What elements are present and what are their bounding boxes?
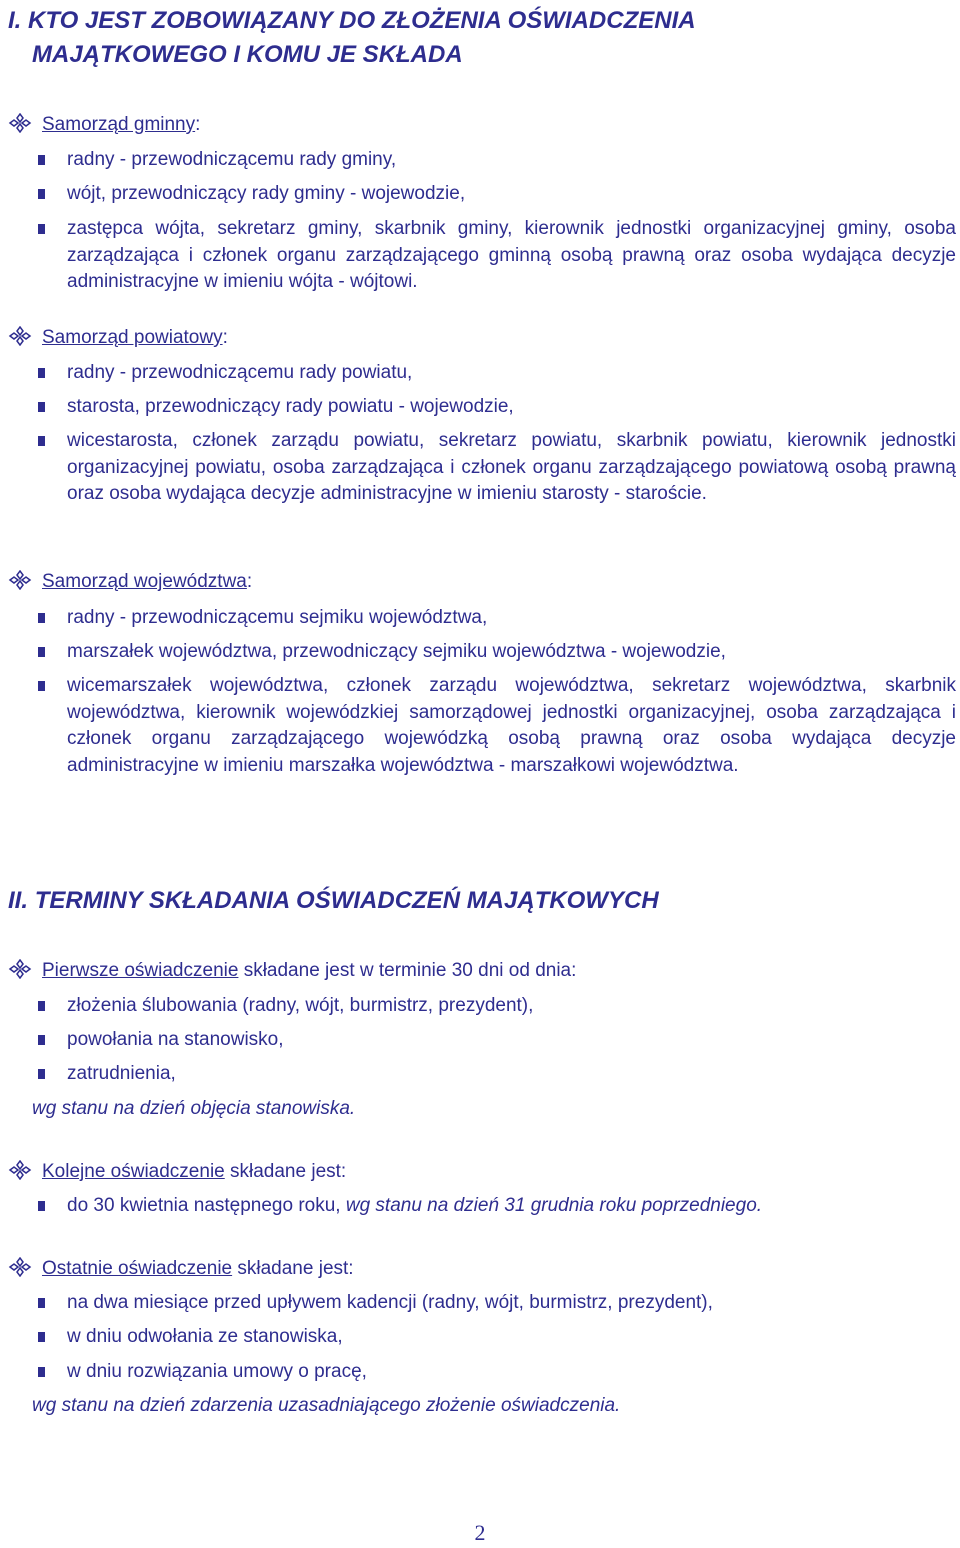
list-item-text: radny - przewodniczącemu sejmiku województwa, — [67, 607, 488, 628]
list-item-text: powołania na stanowisko, — [67, 1029, 284, 1050]
section-powiat-title: Samorząd powiatowy — [42, 327, 223, 348]
list-item — [38, 1027, 956, 1054]
list-item — [38, 147, 956, 174]
section-gmina-head — [8, 112, 200, 138]
list-item — [38, 605, 956, 632]
square-bullet-icon — [38, 368, 45, 378]
list-item — [38, 1061, 956, 1088]
list-item-text: wicemarszałek województwa, członek zarządu województwa, sekretarz województwa, skarbnik województwa, kierownik wojewódzkiej samorządowej jednostki organizacyjnej, osoba zarządzająca i członek organu zarządzającego wojewódzką osobą prawną oraz osoba wydająca decyzje administracyjne w imieniu marszałka województwa - marszałkowi województwa. — [67, 675, 956, 776]
pierwsze-note: wg stanu na dzień objęcia stanowiska. — [32, 1098, 356, 1119]
section-wojewodztwo-suffix: : — [246, 571, 253, 592]
kolejne-item-date: do 30 kwietnia następnego roku, — [67, 1195, 346, 1216]
square-bullet-icon — [38, 647, 45, 657]
list-item-text: starosta, przewodniczący rady powiatu - wojewodzie, — [67, 396, 514, 417]
section-kolejne-head — [8, 1159, 346, 1185]
list-item — [38, 1290, 956, 1317]
square-bullet-icon — [38, 1367, 45, 1377]
heading-1-line-2: MAJĄTKOWEGO I KOMU JE SKŁADA — [32, 41, 463, 68]
square-bullet-icon — [38, 155, 45, 165]
list-item — [38, 360, 956, 387]
square-bullet-icon — [38, 1201, 45, 1211]
heading-section-1 — [8, 4, 696, 72]
list-item-text: zatrudnienia, — [67, 1063, 176, 1084]
list-item-text: zastępca wójta, sekretarz gminy, skarbnik gminy, kierownik jednostki organizacyjnej gminy, osoba zarządzająca i członek organu zarządzającego gminną osobą prawną oraz osoba wydająca decyzje administracyjne w imieniu wójta - wójtowi. — [67, 218, 956, 292]
list-item — [38, 673, 956, 779]
list-item — [38, 428, 956, 508]
list-item-text: wójt, przewodniczący rady gminy - wojewodzie, — [67, 183, 466, 204]
square-bullet-icon — [38, 1332, 45, 1342]
square-bullet-icon — [38, 1298, 45, 1308]
list-item-text: wicestarosta, członek zarządu powiatu, sekretarz powiatu, skarbnik powiatu, kierownik jednostki organizacyjnej powiatu, osoba zarządzająca i członek organu zarządzającego powiatową osobą prawną oraz osoba wydająca decyzje administracyjne w imieniu starosty - staroście. — [67, 430, 956, 504]
section-kolejne-suffix: składane jest: — [224, 1161, 347, 1182]
list-item — [38, 993, 956, 1020]
page-number: 2 — [474, 1520, 486, 1545]
heading-2-text: TERMINY SKŁADANIA OŚWIADCZEŃ MAJĄTKOWYCH — [34, 887, 659, 914]
four-diamond-star-icon — [8, 326, 32, 346]
four-diamond-star-icon — [8, 570, 32, 590]
section-ostatnie-title: Ostatnie oświadczenie — [42, 1258, 233, 1279]
section-ostatnie-suffix: składane jest: — [232, 1258, 354, 1279]
kolejne-item-state: wg stanu na dzień 31 grudnia roku poprzedniego. — [345, 1195, 763, 1216]
section-powiat-suffix: : — [222, 327, 228, 348]
heading-1-number: I. — [8, 7, 22, 34]
four-diamond-star-icon — [8, 959, 32, 979]
section-pierwsze-title: Pierwsze oświadczenie — [42, 960, 239, 981]
square-bullet-icon — [38, 613, 45, 623]
section-pierwsze-suffix: składane jest w terminie 30 dni od dnia: — [238, 960, 577, 981]
list-item-text: radny - przewodniczącemu rady powiatu, — [67, 362, 413, 383]
four-diamond-star-icon — [8, 113, 32, 133]
ostatnie-note: wg stanu na dzień zdarzenia uzasadniającego złożenie oświadczenia. — [32, 1395, 621, 1416]
list-item-text: na dwa miesiące przed upływem kadencji (radny, wójt, burmistrz, prezydent), — [67, 1292, 713, 1313]
section-ostatnie-head — [8, 1256, 354, 1282]
list-item-text: w dniu odwołania ze stanowiska, — [67, 1326, 343, 1347]
list-item — [38, 394, 956, 421]
square-bullet-icon — [38, 681, 45, 691]
list-item — [38, 1193, 956, 1220]
section-powiat-head — [8, 325, 228, 351]
square-bullet-icon — [38, 1035, 45, 1045]
four-diamond-star-icon — [8, 1160, 32, 1180]
heading-2-number: II. — [8, 887, 29, 914]
list-item-text: radny - przewodniczącemu rady gminy, — [67, 149, 397, 170]
heading-1-line-1: KTO JEST ZOBOWIĄZANY DO ZŁOŻENIA OŚWIADCZENIA — [28, 7, 696, 34]
list-item — [38, 216, 956, 296]
square-bullet-icon — [38, 224, 45, 234]
square-bullet-icon — [38, 436, 45, 446]
list-item — [38, 1359, 956, 1386]
section-wojewodztwo-title: Samorząd województwa — [42, 571, 247, 592]
section-gmina-suffix: : — [195, 114, 201, 135]
four-diamond-star-icon — [8, 1257, 32, 1277]
list-item — [38, 639, 956, 666]
square-bullet-icon — [38, 1069, 45, 1079]
square-bullet-icon — [38, 402, 45, 412]
list-item-text — [67, 1193, 956, 1220]
list-item — [38, 181, 956, 208]
list-item-text: w dniu rozwiązania umowy o pracę, — [67, 1361, 367, 1382]
square-bullet-icon — [38, 1001, 45, 1011]
square-bullet-icon — [38, 189, 45, 199]
section-kolejne-title: Kolejne oświadczenie — [42, 1161, 225, 1182]
section-wojewodztwo-head — [8, 569, 252, 595]
list-item — [38, 1324, 956, 1351]
section-pierwsze-head — [8, 958, 576, 984]
list-item-text: marszałek województwa, przewodniczący sejmiku województwa - wojewodzie, — [67, 641, 726, 662]
section-gmina-title: Samorząd gminny — [42, 114, 196, 135]
heading-section-2 — [8, 884, 659, 918]
list-item-text: złożenia ślubowania (radny, wójt, burmistrz, prezydent), — [67, 995, 534, 1016]
